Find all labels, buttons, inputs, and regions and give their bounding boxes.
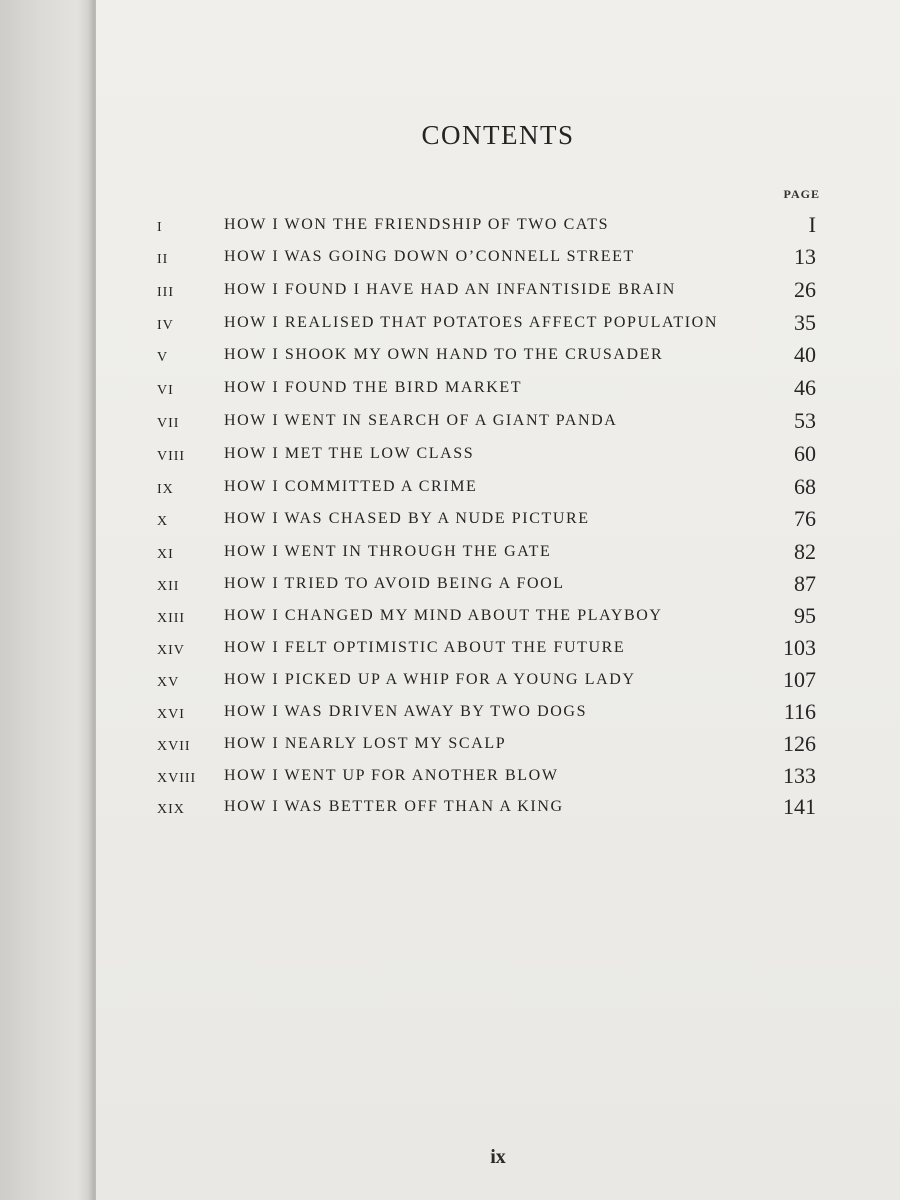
chapter-title: HOW I WAS DRIVEN AWAY BY TWO DOGS (224, 703, 588, 720)
chapter-title: HOW I WENT IN THROUGH THE GATE (224, 543, 552, 560)
chapter-number: XIV (157, 643, 185, 658)
chapter-title: HOW I PICKED UP A WHIP FOR A YOUNG LADY (224, 671, 636, 688)
chapter-title: HOW I WAS CHASED BY A NUDE PICTURE (224, 510, 590, 527)
chapter-page: 40 (794, 342, 816, 367)
toc-entry (0, 277, 900, 307)
toc-entry (0, 699, 900, 729)
chapter-title: HOW I MET THE LOW CLASS (224, 445, 475, 462)
chapter-number: IX (157, 482, 174, 497)
toc-entry (0, 474, 900, 504)
chapter-page: I (808, 212, 816, 237)
chapter-title: HOW I FOUND I HAVE HAD AN INFANTISIDE BRAIN (224, 281, 676, 298)
toc-entry (0, 603, 900, 633)
chapter-title: HOW I FOUND THE BIRD MARKET (224, 379, 523, 396)
chapter-page: 95 (794, 603, 816, 628)
chapter-number: VI (157, 383, 174, 398)
chapter-title: HOW I SHOOK MY OWN HAND TO THE CRUSADER (224, 346, 664, 363)
toc-entry (0, 441, 900, 471)
chapter-page: 103 (783, 635, 816, 660)
toc-entry (0, 408, 900, 438)
chapter-page: 46 (794, 375, 816, 400)
chapter-page: 126 (783, 731, 816, 756)
chapter-number: III (157, 285, 174, 300)
chapter-page: 82 (794, 539, 816, 564)
toc-entry (0, 731, 900, 761)
chapter-title: HOW I COMMITTED A CRIME (224, 478, 478, 495)
chapter-number: I (157, 220, 163, 235)
chapter-page: 116 (783, 699, 816, 724)
toc-entry (0, 539, 900, 569)
chapter-page: 13 (794, 244, 816, 269)
toc-entry (0, 635, 900, 665)
chapter-page: 107 (783, 667, 816, 692)
page-column-label: PAGE (783, 187, 820, 201)
toc-entry (0, 667, 900, 697)
chapter-title: HOW I WENT IN SEARCH OF A GIANT PANDA (224, 412, 618, 429)
chapter-title: HOW I REALISED THAT POTATOES AFFECT POPULATION (224, 314, 718, 331)
chapter-number: XI (157, 547, 174, 562)
chapter-number: XII (157, 579, 180, 594)
toc-entry (0, 794, 900, 824)
chapter-title: HOW I WAS BETTER OFF THAN A KING (224, 798, 564, 815)
chapter-number: XVI (157, 707, 185, 722)
toc-entry (0, 244, 900, 274)
chapter-title: HOW I CHANGED MY MIND ABOUT THE PLAYBOY (224, 607, 663, 624)
toc-entry (0, 212, 900, 242)
toc-entry (0, 375, 900, 405)
toc-entry (0, 342, 900, 372)
chapter-title: HOW I FELT OPTIMISTIC ABOUT THE FUTURE (224, 639, 626, 656)
chapter-number: XVII (157, 739, 191, 754)
chapter-page: 35 (794, 310, 816, 335)
chapter-number: II (157, 252, 169, 267)
chapter-number: VIII (157, 449, 186, 464)
toc-entry (0, 506, 900, 536)
chapter-page: 141 (783, 794, 816, 819)
chapter-title: HOW I NEARLY LOST MY SCALP (224, 735, 507, 752)
toc-entry (0, 763, 900, 793)
chapter-title: HOW I WAS GOING DOWN O’CONNELL STREET (224, 248, 635, 265)
chapter-title: HOW I TRIED TO AVOID BEING A FOOL (224, 575, 565, 592)
chapter-page: 60 (794, 441, 816, 466)
chapter-number: XV (157, 675, 180, 690)
chapter-number: VII (157, 416, 180, 431)
toc-entry (0, 571, 900, 601)
chapter-page: 133 (783, 763, 816, 788)
chapter-title: HOW I WON THE FRIENDSHIP OF TWO CATS (224, 216, 610, 233)
chapter-page: 53 (794, 408, 816, 433)
chapter-page: 26 (794, 277, 816, 302)
chapter-number: V (157, 350, 169, 365)
page-folio: ix (490, 1146, 506, 1168)
toc-entry (0, 310, 900, 340)
chapter-title: HOW I WENT UP FOR ANOTHER BLOW (224, 767, 559, 784)
chapter-number: IV (157, 318, 174, 333)
chapter-page: 87 (794, 571, 816, 596)
chapter-page: 68 (794, 474, 816, 499)
chapter-number: X (157, 514, 169, 529)
contents-heading: CONTENTS (421, 120, 575, 150)
chapter-number: XIX (157, 802, 185, 817)
chapter-page: 76 (794, 506, 816, 531)
chapter-number: XIII (157, 611, 186, 626)
chapter-number: XVIII (157, 771, 197, 786)
